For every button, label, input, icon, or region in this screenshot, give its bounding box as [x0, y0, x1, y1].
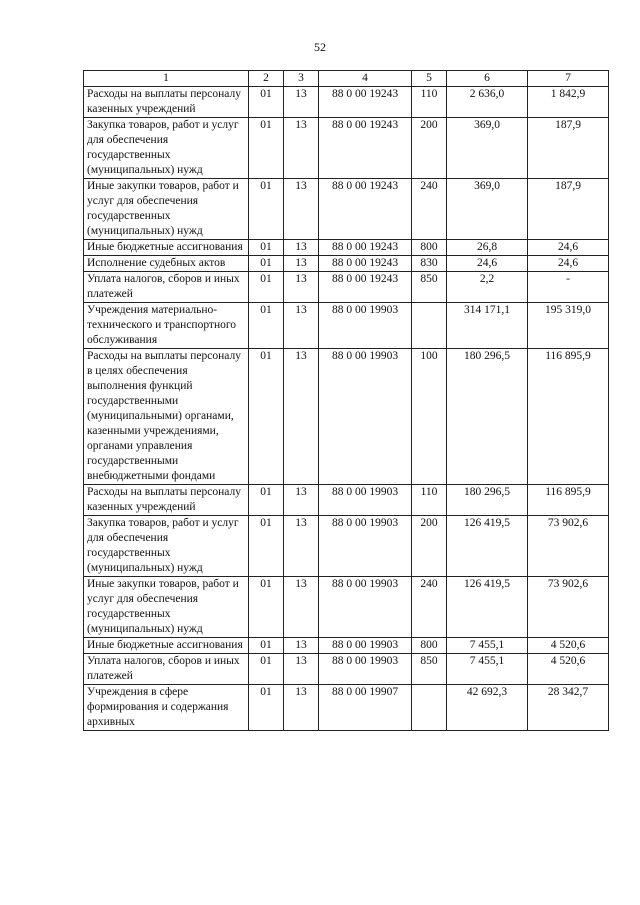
cell-target-article: 88 0 00 19903 — [319, 638, 412, 654]
table-row — [84, 240, 609, 256]
cell-amount-plan: 126 419,5 — [447, 577, 528, 638]
cell-amount-actual: 187,9 — [528, 118, 609, 179]
cell-amount-plan: 2 636,0 — [447, 87, 528, 118]
cell-amount-plan: 180 296,5 — [447, 485, 528, 516]
cell-name: Иные бюджетные ассигнования — [84, 638, 249, 654]
cell-expense-type: 830 — [412, 256, 447, 272]
cell-expense-type: 240 — [412, 179, 447, 240]
cell-subsection: 13 — [284, 485, 319, 516]
cell-name: Расходы на выплаты персоналу в целях обеспечения выполнения функций государственными (муниципальными) органами, казенными учреждениями, органами управления государственными внебюджетными фондами — [84, 349, 249, 485]
cell-amount-actual: - — [528, 272, 609, 303]
cell-section: 01 — [249, 685, 284, 731]
cell-target-article: 88 0 00 19907 — [319, 685, 412, 731]
cell-name: Расходы на выплаты персоналу казенных учреждений — [84, 485, 249, 516]
cell-name: Уплата налогов, сборов и иных платежей — [84, 272, 249, 303]
table-row — [84, 516, 609, 577]
cell-amount-plan: 42 692,3 — [447, 685, 528, 731]
header-col-1: 1 — [84, 71, 249, 87]
cell-expense-type: 110 — [412, 87, 447, 118]
cell-subsection: 13 — [284, 272, 319, 303]
cell-expense-type: 800 — [412, 638, 447, 654]
cell-name: Иные закупки товаров, работ и услуг для обеспечения государственных (муниципальных) нужд — [84, 577, 249, 638]
cell-target-article: 88 0 00 19903 — [319, 577, 412, 638]
cell-amount-plan: 26,8 — [447, 240, 528, 256]
cell-name: Учреждения материально-технического и транспортного обслуживания — [84, 303, 249, 349]
cell-section: 01 — [249, 272, 284, 303]
cell-target-article: 88 0 00 19903 — [319, 303, 412, 349]
cell-name: Закупка товаров, работ и услуг для обеспечения государственных (муниципальных) нужд — [84, 118, 249, 179]
cell-subsection: 13 — [284, 349, 319, 485]
table-row — [84, 179, 609, 240]
cell-subsection: 13 — [284, 303, 319, 349]
cell-amount-actual: 24,6 — [528, 256, 609, 272]
cell-section: 01 — [249, 516, 284, 577]
table-row — [84, 118, 609, 179]
table-row — [84, 87, 609, 118]
cell-amount-actual: 28 342,7 — [528, 685, 609, 731]
table-header — [84, 71, 609, 87]
cell-section: 01 — [249, 349, 284, 485]
cell-expense-type: 110 — [412, 485, 447, 516]
cell-amount-plan: 180 296,5 — [447, 349, 528, 485]
cell-section: 01 — [249, 303, 284, 349]
cell-amount-plan: 2,2 — [447, 272, 528, 303]
cell-name: Закупка товаров, работ и услуг для обеспечения государственных (муниципальных) нужд — [84, 516, 249, 577]
cell-amount-actual: 116 895,9 — [528, 349, 609, 485]
cell-name: Иные закупки товаров, работ и услуг для обеспечения государственных (муниципальных) нужд — [84, 179, 249, 240]
cell-section: 01 — [249, 638, 284, 654]
cell-section: 01 — [249, 654, 284, 685]
cell-subsection: 13 — [284, 240, 319, 256]
cell-amount-plan: 7 455,1 — [447, 638, 528, 654]
cell-expense-type: 850 — [412, 654, 447, 685]
cell-subsection: 13 — [284, 685, 319, 731]
cell-target-article: 88 0 00 19243 — [319, 256, 412, 272]
cell-target-article: 88 0 00 19243 — [319, 179, 412, 240]
cell-subsection: 13 — [284, 179, 319, 240]
cell-target-article: 88 0 00 19243 — [319, 240, 412, 256]
cell-expense-type: 240 — [412, 577, 447, 638]
cell-subsection: 13 — [284, 577, 319, 638]
cell-subsection: 13 — [284, 638, 319, 654]
cell-target-article: 88 0 00 19243 — [319, 87, 412, 118]
header-col-5: 5 — [412, 71, 447, 87]
cell-amount-actual: 195 319,0 — [528, 303, 609, 349]
cell-expense-type — [412, 685, 447, 731]
cell-target-article: 88 0 00 19243 — [319, 272, 412, 303]
cell-amount-actual: 1 842,9 — [528, 87, 609, 118]
cell-name: Расходы на выплаты персоналу казенных учреждений — [84, 87, 249, 118]
header-row — [84, 71, 609, 87]
cell-amount-actual: 116 895,9 — [528, 485, 609, 516]
header-col-4: 4 — [319, 71, 412, 87]
cell-expense-type: 850 — [412, 272, 447, 303]
header-col-2: 2 — [249, 71, 284, 87]
cell-target-article: 88 0 00 19903 — [319, 654, 412, 685]
cell-expense-type: 800 — [412, 240, 447, 256]
cell-target-article: 88 0 00 19903 — [319, 516, 412, 577]
table-row — [84, 256, 609, 272]
cell-expense-type: 200 — [412, 516, 447, 577]
table-row — [84, 485, 609, 516]
cell-section: 01 — [249, 485, 284, 516]
cell-name: Учреждения в сфере формирования и содержания архивных — [84, 685, 249, 731]
table-row — [84, 654, 609, 685]
cell-subsection: 13 — [284, 654, 319, 685]
table-row — [84, 685, 609, 731]
header-col-6: 6 — [447, 71, 528, 87]
cell-section: 01 — [249, 179, 284, 240]
table-row — [84, 303, 609, 349]
budget-table — [83, 70, 609, 731]
cell-name: Исполнение судебных актов — [84, 256, 249, 272]
table-row — [84, 349, 609, 485]
cell-section: 01 — [249, 87, 284, 118]
cell-amount-actual: 24,6 — [528, 240, 609, 256]
header-col-7: 7 — [528, 71, 609, 87]
cell-amount-plan: 24,6 — [447, 256, 528, 272]
cell-subsection: 13 — [284, 87, 319, 118]
cell-amount-actual: 73 902,6 — [528, 577, 609, 638]
cell-amount-plan: 126 419,5 — [447, 516, 528, 577]
cell-expense-type — [412, 303, 447, 349]
cell-name: Уплата налогов, сборов и иных платежей — [84, 654, 249, 685]
cell-expense-type: 100 — [412, 349, 447, 485]
table-row — [84, 272, 609, 303]
cell-subsection: 13 — [284, 516, 319, 577]
cell-amount-plan: 7 455,1 — [447, 654, 528, 685]
cell-section: 01 — [249, 118, 284, 179]
cell-amount-actual: 187,9 — [528, 179, 609, 240]
page-number: 52 — [314, 40, 326, 54]
cell-section: 01 — [249, 240, 284, 256]
table-row — [84, 577, 609, 638]
table-row — [84, 638, 609, 654]
cell-target-article: 88 0 00 19243 — [319, 118, 412, 179]
cell-subsection: 13 — [284, 118, 319, 179]
cell-target-article: 88 0 00 19903 — [319, 485, 412, 516]
cell-amount-actual: 4 520,6 — [528, 638, 609, 654]
cell-name: Иные бюджетные ассигнования — [84, 240, 249, 256]
cell-subsection: 13 — [284, 256, 319, 272]
cell-amount-actual: 73 902,6 — [528, 516, 609, 577]
table-body — [84, 87, 609, 731]
header-col-3: 3 — [284, 71, 319, 87]
cell-amount-actual: 4 520,6 — [528, 654, 609, 685]
cell-target-article: 88 0 00 19903 — [319, 349, 412, 485]
cell-amount-plan: 369,0 — [447, 118, 528, 179]
cell-section: 01 — [249, 256, 284, 272]
cell-amount-plan: 369,0 — [447, 179, 528, 240]
cell-section: 01 — [249, 577, 284, 638]
cell-expense-type: 200 — [412, 118, 447, 179]
cell-amount-plan: 314 171,1 — [447, 303, 528, 349]
